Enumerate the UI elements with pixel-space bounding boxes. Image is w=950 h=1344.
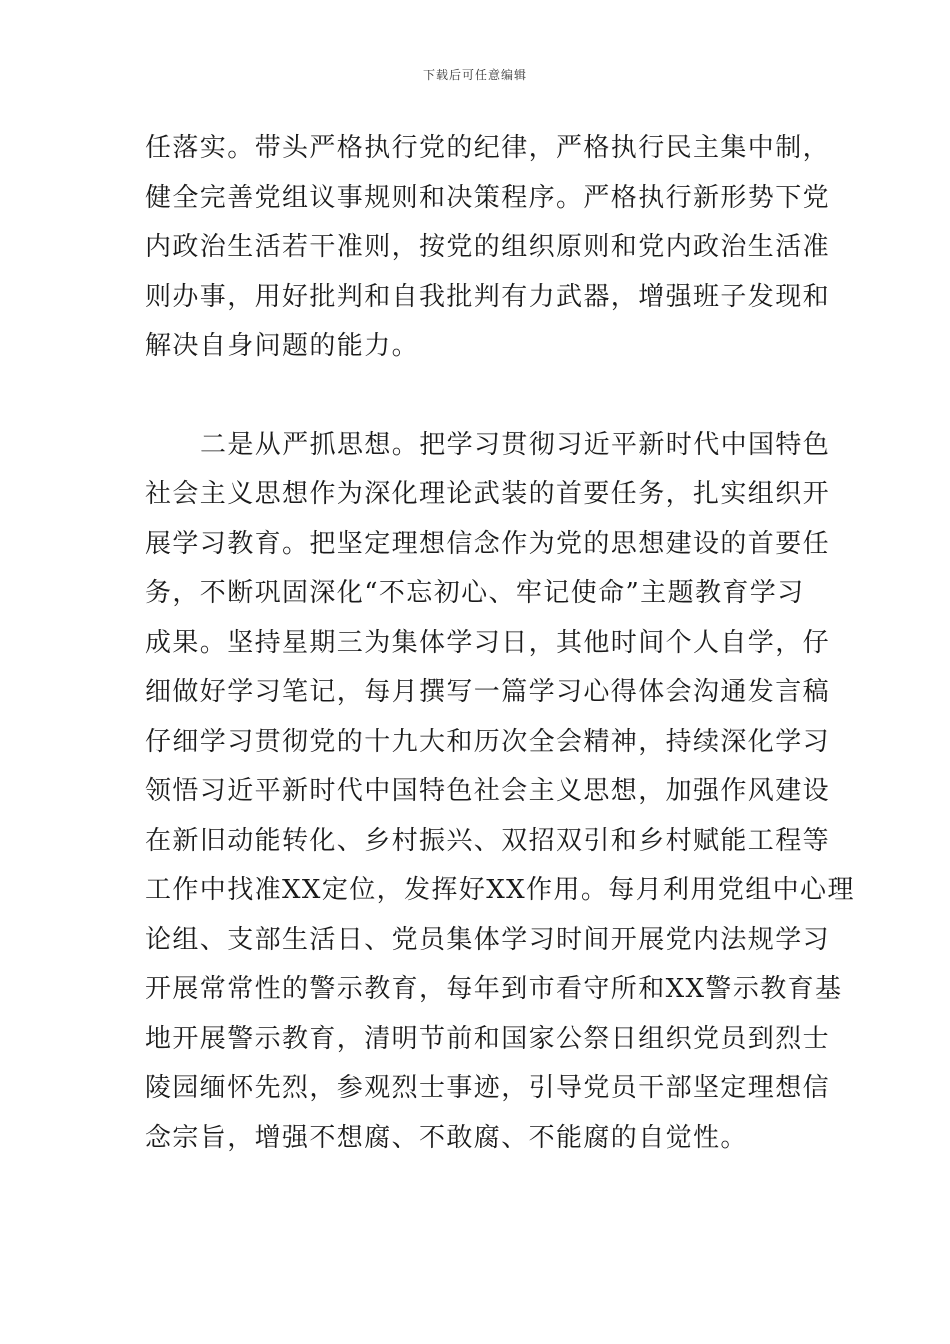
paragraph-2 — [145, 421, 855, 1164]
text-line: 务，不断巩固深化“不忘初心、牢记使命”主题教育学习 — [145, 578, 805, 608]
text-line: 展学习教育。把坚定理想信念作为党的思想建设的首要任 — [145, 528, 831, 559]
text-line: 念宗旨，增强不想腐、不敢腐、不能腐的自觉性。 — [145, 1122, 748, 1153]
document-body — [145, 124, 855, 1163]
text-line: 则办事，用好批判和自我批判有力武器，增强班子发现和 — [145, 281, 831, 312]
text-line: 工作中找准XX定位，发挥好XX作用。每月利用党组中心理 — [145, 875, 855, 905]
text-line: 内政治生活若干准则，按党的组织原则和党内政治生活准 — [145, 232, 831, 262]
text-line: 领悟习近平新时代中国特色社会主义思想，加强作风建设 — [145, 776, 831, 806]
text-line: 仔细学习贯彻党的十九大和历次全会精神，持续深化学习 — [145, 726, 831, 757]
text-line: 社会主义思想作为深化理论武装的首要任务，扎实组织开 — [145, 479, 831, 509]
text-line: 健全完善党组议事规则和决策程序。严格执行新形势下党 — [145, 182, 831, 213]
text-line: 开展常常性的警示教育，每年到市看守所和XX警示教育基 — [145, 974, 843, 1004]
text-line: 陵园缅怀先烈，参观烈士事迹，引导党员干部坚定理想信 — [145, 1073, 831, 1103]
text-line-first: 二是从严抓思想。把学习贯彻习近平新时代中国特色 — [200, 429, 831, 460]
text-line: 细做好学习笔记，每月撰写一篇学习心得体会沟通发言稿 — [145, 677, 831, 707]
paragraph-spacer — [145, 372, 810, 421]
text-line: 任落实。带头严格执行党的纪律，严格执行民主集中制， — [145, 133, 831, 163]
text-line: 地开展警示教育，清明节前和国家公祭日组织党员到烈士 — [145, 1023, 831, 1054]
text-line: 论组、支部生活日、党员集体学习时间开展党内法规学习 — [145, 924, 831, 955]
paragraph-1 — [145, 124, 831, 372]
text-line: 解决自身问题的能力。 — [145, 331, 420, 361]
text-line: 在新旧动能转化、乡村振兴、双招双引和乡村赋能工程等 — [145, 825, 831, 856]
page-header-note: 下载后可任意编辑 — [422, 68, 527, 82]
text-line: 成果。坚持星期三为集体学习日，其他时间个人自学，仔 — [145, 627, 831, 658]
